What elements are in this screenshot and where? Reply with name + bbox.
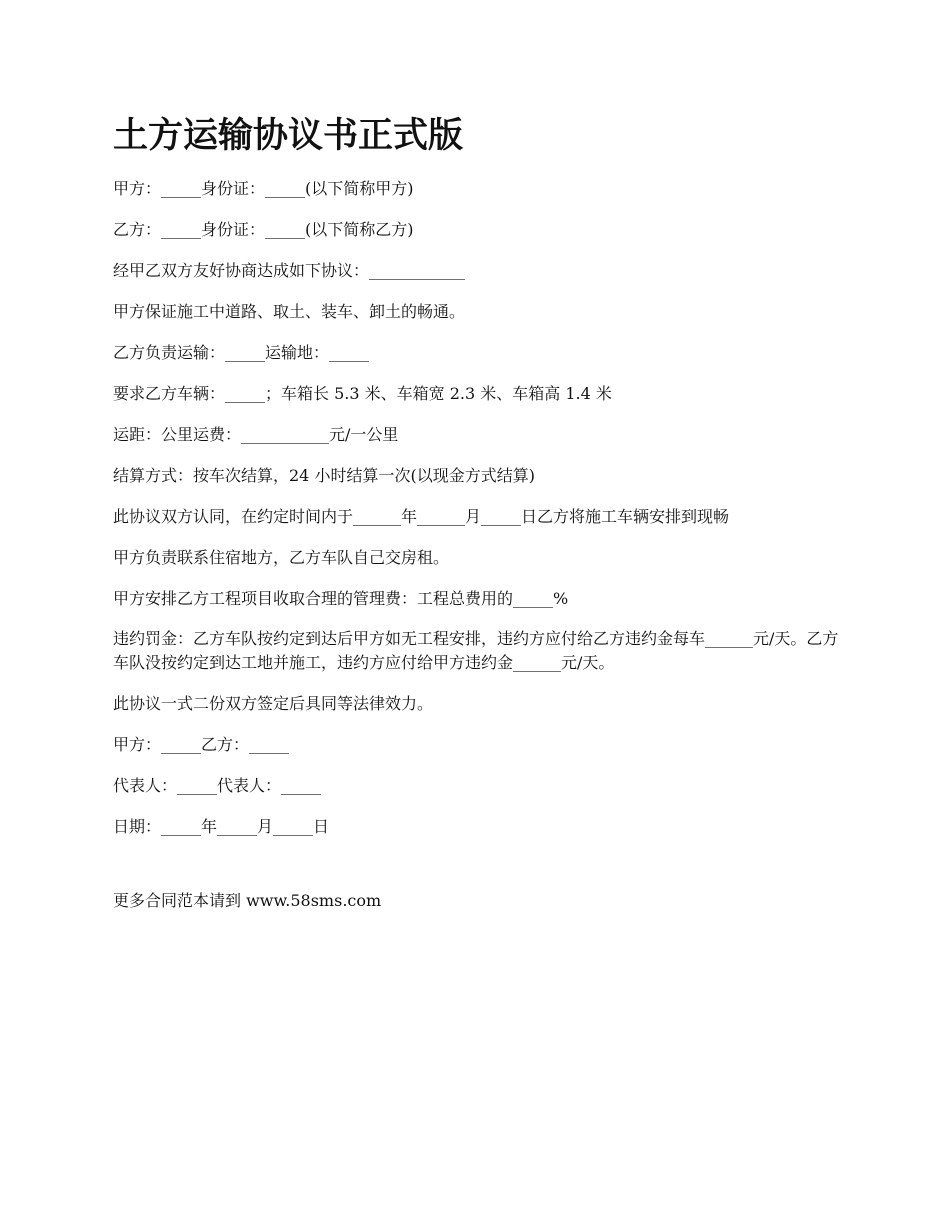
clause-validity: 此协议一式二份双方签定后具同等法律效力。 — [113, 694, 434, 713]
party-a-line: 甲方：_____身份证：_____(以下简称甲方) — [113, 179, 414, 198]
clause-management-fee: 甲方安排乙方工程项目收取合理的管理费：工程总费用的_____% — [113, 589, 569, 608]
signature-representatives: 代表人：_____代表人：_____ — [113, 776, 322, 795]
signature-parties: 甲方：_____乙方：_____ — [113, 735, 290, 754]
clause-schedule: 此协议双方认同，在约定时间内于______年______月_____日乙方将施工车辆安排到现畅 — [113, 507, 730, 526]
document-page — [113, 112, 843, 913]
clause-vehicle-requirements: 要求乙方车辆：_____；车箱长 5.3 米、车箱宽 2.3 米、车箱高 1.4 米 — [113, 384, 612, 403]
clause-distance-fee: 运距：公里运费：___________元/一公里 — [113, 425, 399, 444]
document-title: 土方运输协议书正式版 — [113, 116, 464, 156]
agreement-intro: 经甲乙双方友好协商达成如下协议：____________ — [113, 261, 466, 280]
clause-penalty: 违约罚金：乙方车队按约定到达后甲方如无工程安排，违约方应付给乙方违约金每车______元/天。乙方车队没按约定到达工地并施工，违约方应付给甲方违约金______元/天。 — [113, 629, 839, 672]
signature-date: 日期：_____年_____月_____日 — [113, 817, 330, 836]
clause-settlement: 结算方式：按车次结算，24 小时结算一次(以现金方式结算) — [113, 466, 535, 485]
footer-note: 更多合同范本请到 www.58sms.com — [113, 891, 382, 910]
clause-transport: 乙方负责运输：_____运输地：_____ — [113, 343, 370, 362]
clause-road-access: 甲方保证施工中道路、取土、装车、卸土的畅通。 — [113, 302, 466, 321]
clause-accommodation: 甲方负责联系住宿地方，乙方车队自己交房租。 — [113, 548, 450, 567]
party-b-line: 乙方：_____身份证：_____(以下简称乙方) — [113, 220, 414, 239]
